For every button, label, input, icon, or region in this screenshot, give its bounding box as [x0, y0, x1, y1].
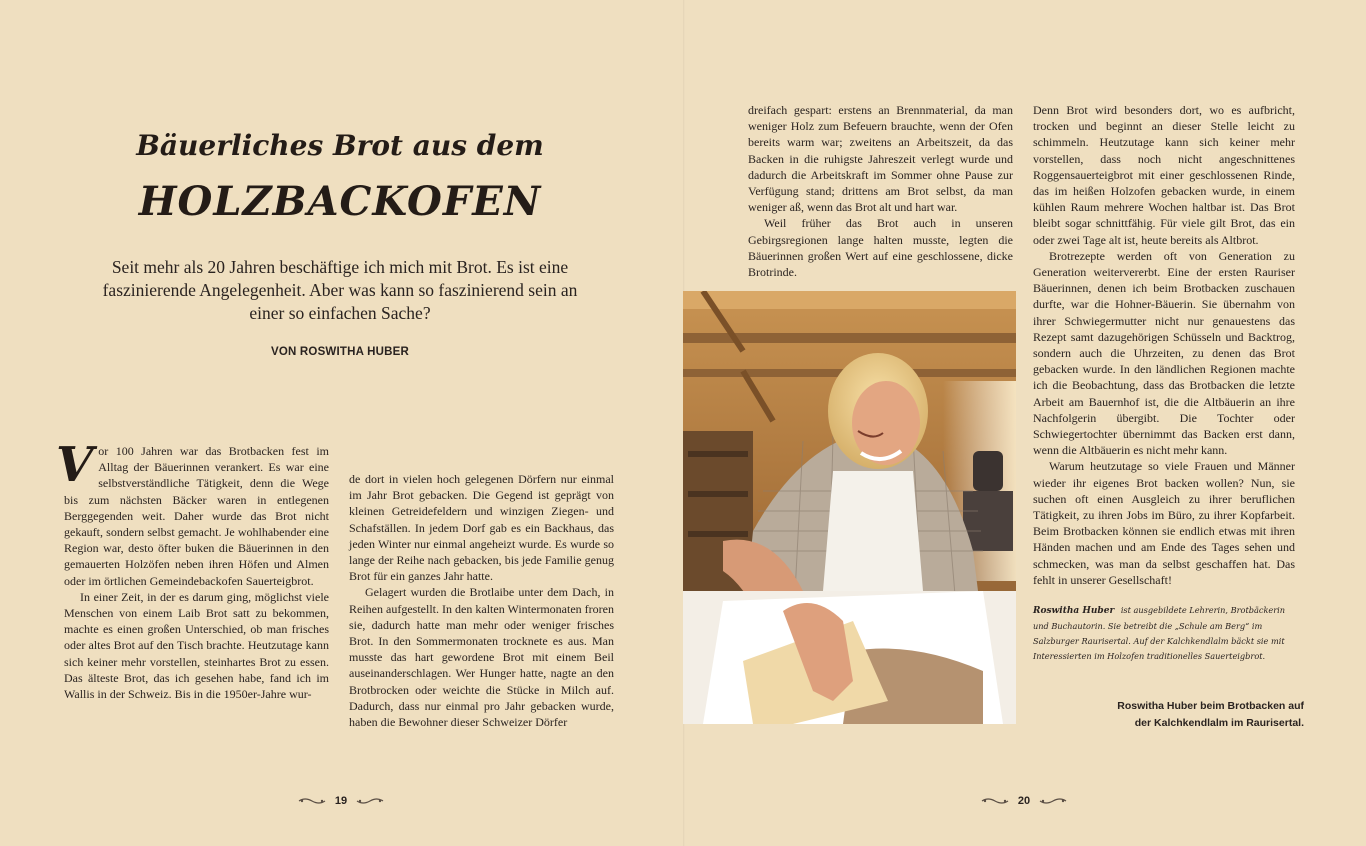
drop-cap: V: [56, 437, 94, 493]
text-column-2: [349, 471, 614, 730]
paragraph: Weil früher das Brot auch in unseren Gebirgsregionen lange halten musste, legten die Bäuerinnen großen Wert auf eine geschlossene, dicke Brotrinde.: [748, 216, 1013, 280]
ornament-icon: [356, 797, 384, 805]
paragraph: In einer Zeit, in der es darum ging, möglichst viele Menschen von einem Laib Brot satt zu bekommen, machte es einen großen Unterschied, ob man frisches oder altes Brot auf den Tisch brachte. Heutzutage kann sich keiner mehr vorstellen, steinhartes Brot zu essen. Das älteste Brot, das ich gesehen habe, fand ich im Wallis in der Schweiz. Bis in die 1950er-Jahre wur-: [64, 589, 329, 702]
ornament-icon: [981, 797, 1009, 805]
page-number-left: [281, 793, 401, 809]
caption-line-1: Roswitha Huber beim Brotbacken auf: [1117, 700, 1304, 712]
headline-line-2: HOLZBACKOFEN: [138, 178, 542, 225]
text-column-1: [56, 437, 329, 702]
ornament-icon: [1039, 797, 1067, 805]
bio-author-name: Roswitha Huber: [1033, 606, 1115, 616]
folio-number: 19: [334, 795, 348, 807]
caption-line-2: der Kalchkendlalm im Raurisertal.: [1134, 717, 1304, 729]
paragraph: Brotrezepte werden oft von Generation zu Generation weitervererbt. Eine der ersten Rauriser Bäuerinnen, denen ich beim Brotbacken zuschauen durfte, war die Hohner-Bäuerin. Sie übernahm von ihrer Schwiegermutter nicht nur genauestens das Rezept samt dazugehörigen Schüsseln und Backtrog, sondern auch die Uhrzeiten, zu denen das Brot gebacken wurde. In den ländlichen Regionen machte ich die Beobachtung, dass das Brotbacken die letzte Arbeit am Bauernhof ist, die die Altbäuerin an ihre Nachfolgerin übergibt. Die Tochter oder Schwiegertochter übernimmt das Backen erst dann, wenn die Altbäuerin es nicht mehr kann.: [1033, 248, 1295, 458]
paragraph: or 100 Jahren war das Brotbacken fest im Alltag der Bäuerinnen verankert. Es war eine selbstverständliche Tätigkeit, denn die Wege bis zum nächsten Bäcker waren in entlegenen Berggegenden weit. Daher wurde das Brot nicht gekauft, sondern selbst gemacht. Je wohlhabender eine Region war, desto öfter buken die Bäuerinnen in den gemauerten Holzöfen neben ihren Höfen und Almen oder im örtlichen Gemeindebackofen Sauerteigbrot.: [64, 444, 329, 588]
folio-number: 20: [1017, 795, 1031, 807]
lead-paragraph: Seit mehr als 20 Jahren beschäftige ich mich mit Brot. Es ist eine faszinierende Angelegenheit. Aber was kann so faszinierend sein an einer so einfachen Sache?: [102, 257, 578, 323]
byline: VON ROSWITHA HUBER: [271, 346, 409, 358]
text-column-4: [1033, 102, 1295, 588]
paragraph: de dort in vielen hoch gelegenen Dörfern nur einmal im Jahr Brot gebacken. Die Gegend ist geprägt von kleinen Getreidefeldern und winzigen Ziegen- und Schafställen. In jedem Dorf gab es ein Backhaus, das jeden Winter nur einmal angeheizt wurde. Es wurde so lange der Reihe nach gebacken, bis jede Familie genug Brot für ein ganzes Jahr hatte.: [349, 472, 614, 584]
author-bio: [1033, 603, 1293, 664]
paragraph: Gelagert wurden die Brotlaibe unter dem Dach, in Reihen aufgestellt. In den kalten Wintermonaten froren sie, dadurch hatte man mehr oder weniger frisches Brot. In den Sommermonaten trocknete es aus. Man musste das hart gewordene Brot mit einem Beil auseinanderschlagen. Wer Hunger hatte, nagte an den Brotbrocken oder weichte die Stücke in Milch auf. Dadurch, dass nur einmal pro Jahr gebacken wurde, haben die Bewohner dieser Schweizer Dörfer: [349, 585, 614, 730]
photo-caption: [1060, 698, 1304, 732]
paragraph: dreifach gespart: erstens an Brennmaterial, da man weniger Holz zum Befeuern brauchte, wenn der Ofen bereits warm war; zweitens an Arbeitszeit, da das Backen in die ruhigste Jahreszeit verlegt wurde und dadurch die Arbeitskraft im Sommer ohne Pause zur Verfügung stand; drittens am Brot selbst, da man weniger aß, wenn das Brot alt und hart war.: [748, 103, 1013, 215]
paragraph: Warum heutzutage so viele Frauen und Männer wieder ihr eigenes Brot backen wollen? Nun, sie suchen oft einen Ausgleich zu ihrer beruflichen Tätigkeit, zu ihren Jobs im Büro, zu ihrer Kopfarbeit. Beim Brotbacken können sie endlich etwas mit ihren Händen machen und am Ende des Tages sehen und schmecken, was man da selbst geschaffen hat. Das fehlt in unserer Gesellschaft!: [1033, 459, 1295, 587]
photo-woman-baking: [683, 291, 1016, 724]
page-number-right: [964, 793, 1084, 809]
ornament-icon: [298, 797, 326, 805]
headline-line-1: Bäuerliches Brot aus dem: [136, 129, 544, 162]
text-column-3: [748, 102, 1013, 280]
paragraph: Denn Brot wird besonders dort, wo es aufbricht, trocken und beginnt an dieser Stelle leicht zu schimmeln. Heutzutage kann sich keiner mehr vorstellen, dass noch nicht angeschnittenes Roggensauerteigbrot mit einer geschlossenen Rinde, das im heißen Holzofen gebacken wurde, in einem kühlen Raum mehrere Wochen haltbar ist. Das Brot bleibt sogar schnittfähig. Für viele gilt Brot, das ein oder zwei Tage alt ist, heute bereits als Altbrot.: [1033, 103, 1295, 247]
bio-text: ist ausgebildete Lehrerin, Brotbäckerin und Buchautorin. Sie betreibt die „Schule am Berg“ im Salzburger Raurisertal. Auf der Kalchkendlalm bäckt sie mit Interessierten im Holzofen traditionelles Sauerteigbrot.: [1033, 605, 1286, 661]
